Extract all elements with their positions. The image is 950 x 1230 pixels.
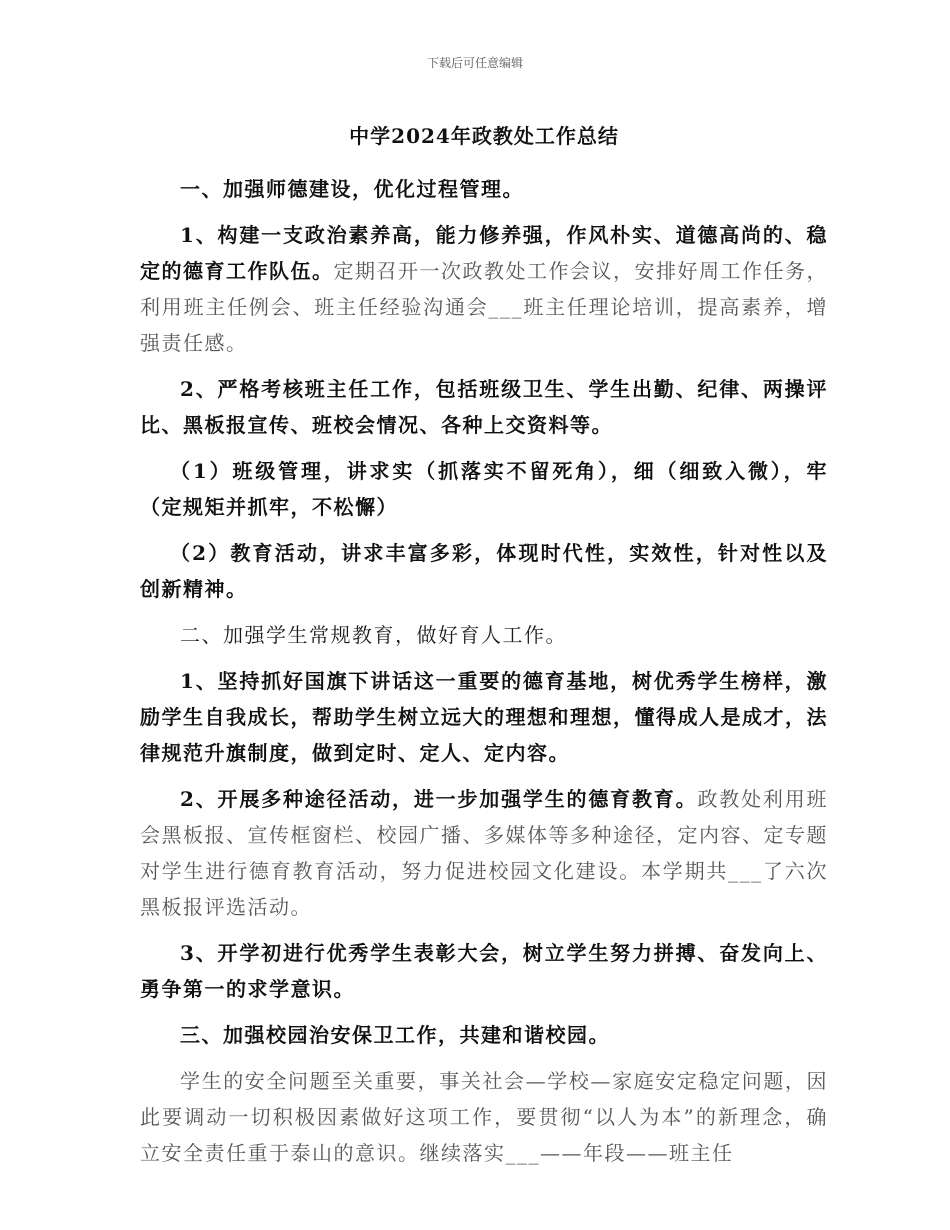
section-1-paragraph-2: 2、严格考核班主任工作，包括班级卫生、学生出勤、纪律、两操评比、黑板报宣传、班校会情况、各种上交资料等。 — [140, 377, 828, 437]
section-2-paragraph-1: 1、坚持抓好国旗下讲话这一重要的德育基地，树优秀学生榜样，激励学生自我成长，帮助学生树立远大的理想和理想，懂得成人是成才，法律规范升旗制度，做到定时、定人、定内容。 — [140, 669, 828, 765]
paragraph-bold-text: 2、开展多种途径活动，进一步加强学生的德育教育。 — [180, 787, 698, 811]
section-1-heading: 一、加强师德建设，优化过程管理。 — [180, 177, 524, 201]
document-title: 中学2024年政教处工作总结 — [349, 124, 619, 148]
section-3-heading: 三、加强校园治安保卫工作，共建和谐校园。 — [180, 1023, 610, 1047]
document-body — [140, 120, 828, 1181]
section-3-paragraph-1: 学生的安全问题至关重要，事关社会—学校—家庭安定稳定问题，因此要调动一切积极因素做好这项工作，要贯彻“以人为本”的新理念，确立安全责任重于泰山的意识。继续落实___——年段——班主任 — [140, 1069, 828, 1165]
paragraph-bold-text: 1、构建一支政治素养高，能力修养强，作风朴实、道德高尚的、稳定的德育工作队伍。 — [140, 223, 828, 283]
header-note: 下载后可任意编辑 — [426, 56, 523, 70]
section-1-paragraph-3: （1）班级管理，讲求实（抓落实不留死角），细（细致入微），牢（定规矩并抓牢，不松懈） — [140, 459, 828, 519]
section-1-paragraph-1 — [140, 217, 828, 361]
section-2-paragraph-3: 3、开学初进行优秀学生表彰大会，树立学生努力拼搏、奋发向上、勇争第一的求学意识。 — [140, 941, 828, 1001]
section-2-heading: 二、加强学生常规教育，做好育人工作。 — [180, 623, 567, 647]
paragraph-normal-text: 政教处利用班会黑板报、宣传框窗栏、校园广播、多媒体等多种途径，定内容、定专题对学生进行德育教育活动，努力促进校园文化建设。本学期共___了六次黑板报评选活动。 — [140, 787, 829, 919]
section-1-paragraph-4: （2）教育活动，讲求丰富多彩，体现时代性，实效性，针对性以及创新精神。 — [140, 541, 828, 601]
section-2-paragraph-2 — [140, 781, 828, 925]
paragraph-normal-text: 定期召开一次政教处工作会议，安排好周工作任务，利用班主任例会、班主任经验沟通会___班主任理论培训，提高素养，增强责任感。 — [140, 259, 828, 355]
